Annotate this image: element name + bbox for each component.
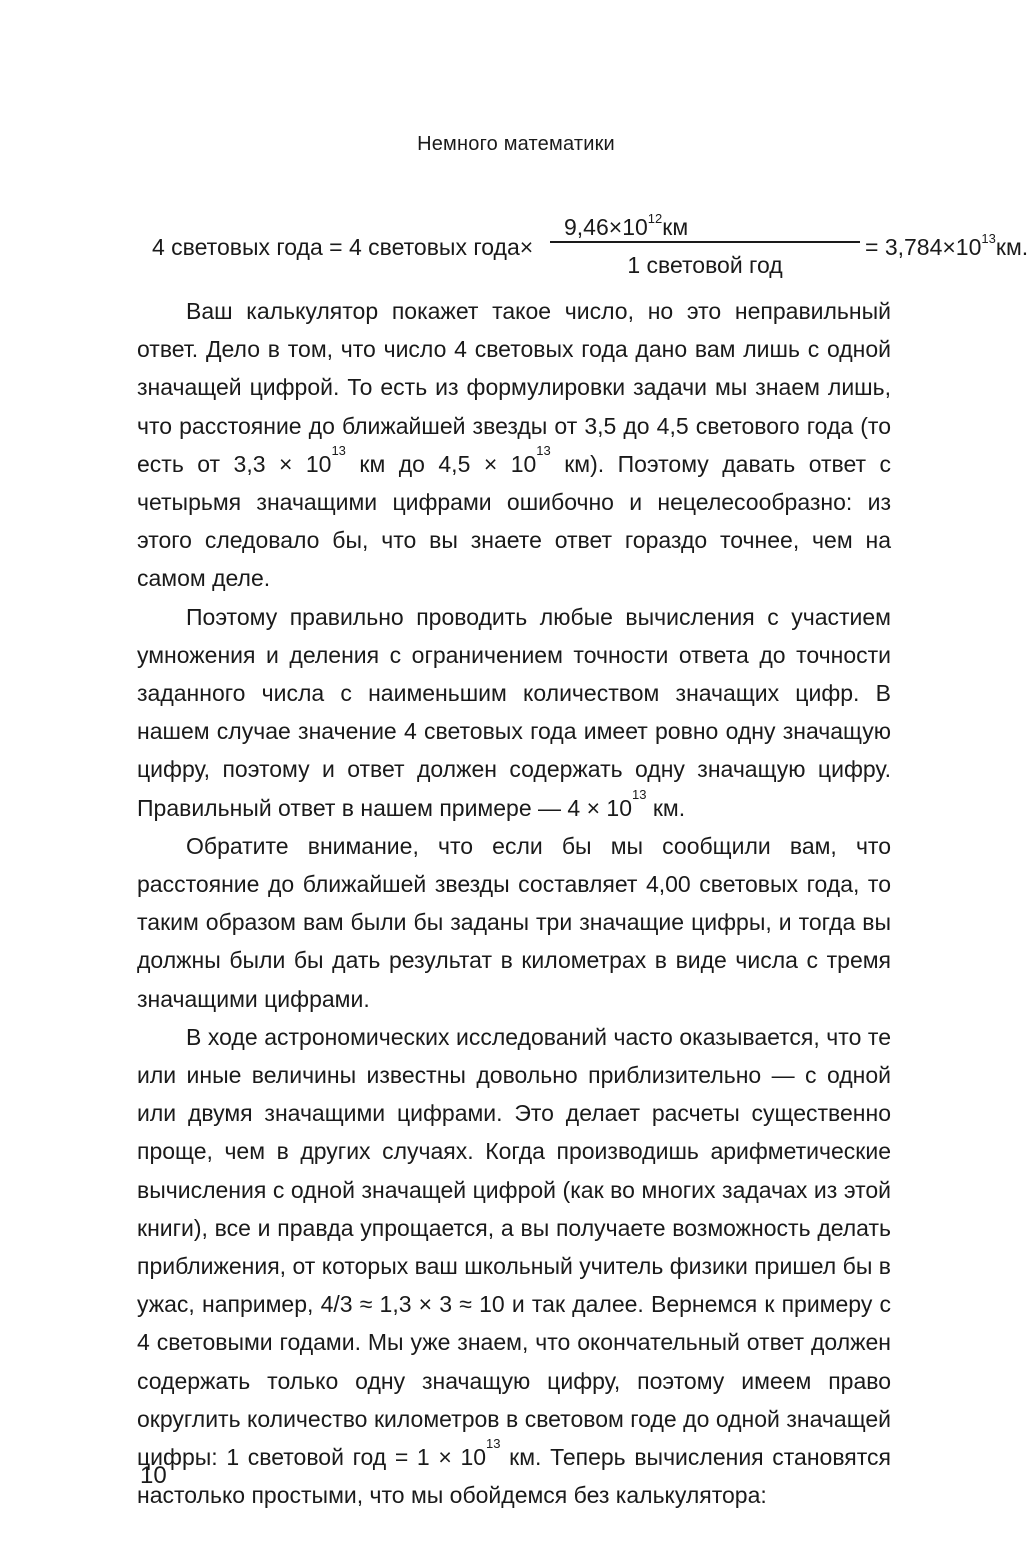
paragraph-1-exponent-1: 13 xyxy=(331,442,346,458)
formula-result-mantissa: = 3,784×10 xyxy=(865,234,982,260)
formula-numerator-mantissa: 9,46×10 xyxy=(564,214,648,240)
paragraph-1-exponent-2: 13 xyxy=(536,442,551,458)
paragraph-2-part-b: км. xyxy=(646,794,686,821)
formula-result-exponent: 13 xyxy=(981,231,996,246)
formula-denominator: 1 световой год xyxy=(627,252,783,278)
formula-numerator-exponent: 12 xyxy=(647,211,663,226)
paragraph-4-part-a: В ходе астрономических исследований часто оказывается, что те или иные величины известны довольно приблизительно — с одной или двумя значащими цифрами. Это делает расчеты существенно проще, чем в других случаях. Когда производишь арифметические вычисления с одной значащей цифрой (как во многих задачах из этой книги), все и правда упрощается, а вы получаете возможность делать приближения, от которых ваш школьный учитель физики пришел бы в ужас, например, 4/3 ≈ 1,3 × 3 ≈ 10 и так далее. Вернемся к примеру с 4 световыми годами. Мы уже знаем, что окончательный ответ должен содержать только одну значащую цифру, поэтому имеем право округлить количество километров в световом годе до одной значащей цифры: 1 световой год = 1 × 10 xyxy=(137,1023,891,1471)
formula-numerator-unit: км xyxy=(662,214,689,240)
formula-left-side: 4 световых года = 4 световых года× xyxy=(152,234,534,260)
page-number: 10 xyxy=(140,1462,167,1489)
paragraph-1-part-b: км до 4,5 × 10 xyxy=(345,450,537,477)
body-text xyxy=(137,292,891,1515)
paragraph-1-part-a: Ваш калькулятор покажет такое число, но это неправильный ответ. Дело в том, что число 4 световых года дано вам лишь с одной значащей цифрой. То есть из формулировки задачи мы знаем лишь, что расстояние до ближайшей звезды от 3,5 до 4,5 светового года (то есть от 3,3 × 10 xyxy=(137,298,891,477)
paragraph-3: Обратите внимание, что если бы мы сообщили вам, что расстояние до ближайшей звезды составляет 4,00 световых года, то таким образом вам были бы заданы три значащие цифры, и тогда вы должны были бы дать результат в километрах в виде числа с тремя значащими цифрами. xyxy=(137,832,891,1012)
formula-numerator xyxy=(564,211,689,241)
paragraph-1-part-c: км). Поэтому давать ответ с четырьмя значащими цифрами ошибочно и нецелесообразно: из этого следовало бы, что вы знаете ответ гораздо точнее, чем на самом деле. xyxy=(137,450,891,592)
formula-result-unit: км. xyxy=(995,234,1029,260)
paragraph-2 xyxy=(137,598,891,827)
formula-result xyxy=(865,231,1029,261)
fraction-bar xyxy=(550,241,860,243)
running-head: Немного математики xyxy=(417,133,615,155)
paragraph-2-exponent-1: 13 xyxy=(631,786,647,802)
paragraph-4-part-b: км. Теперь вычисления становятся настолько простыми, что мы обойдемся без калькулятора: xyxy=(137,1444,891,1509)
paragraph-4-exponent-1: 13 xyxy=(486,1436,501,1452)
paragraph-2-part-a: Поэтому правильно проводить любые вычисления с участием умножения и деления с ограничением точности ответа до точности заданного числа с наименьшим количеством значащих цифр. В нашем случае значение 4 световых года имеет ровно одну значащую цифру, поэтому и ответ должен содержать одну значащую цифру. Правильный ответ в нашем примере — 4 × 10 xyxy=(137,603,891,821)
paragraph-4 xyxy=(137,1018,891,1515)
paragraph-1 xyxy=(137,292,891,598)
